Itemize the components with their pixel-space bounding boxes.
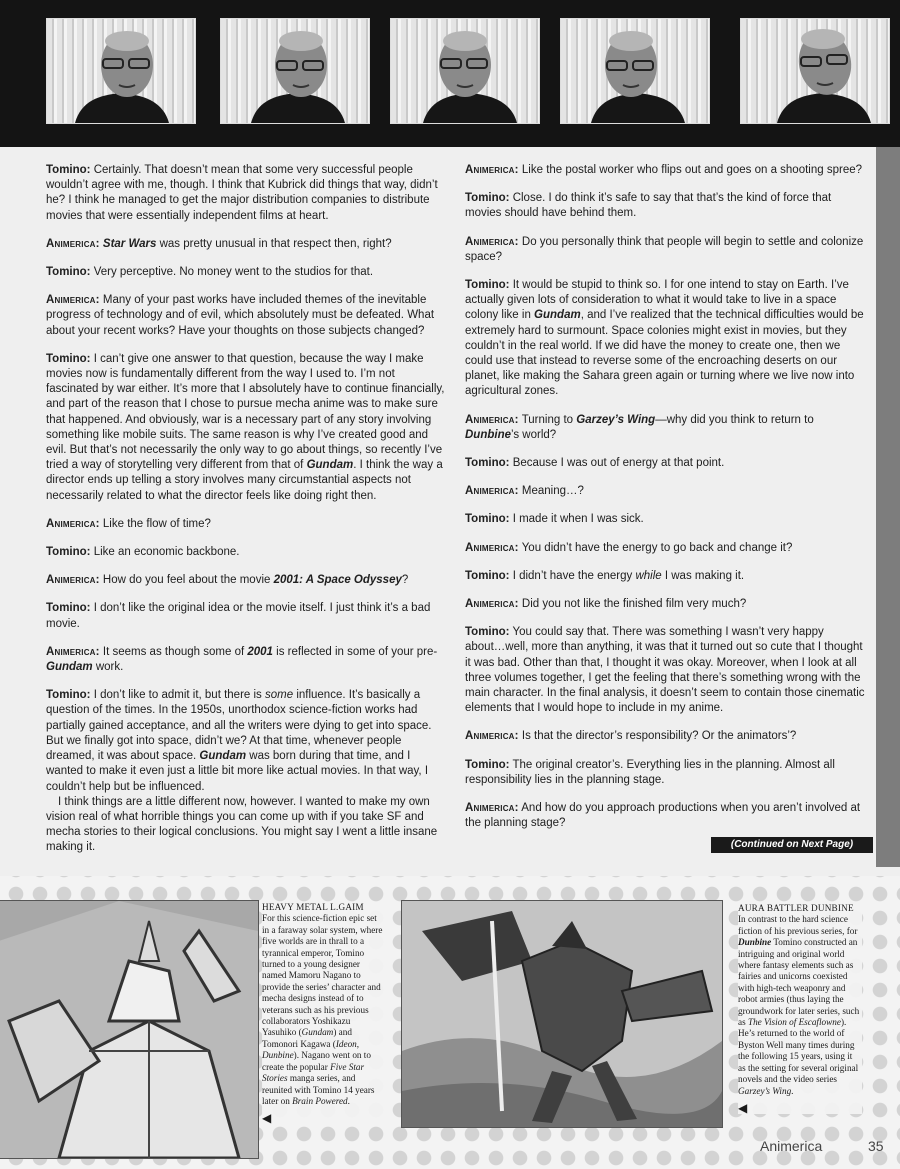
interview-paragraph xyxy=(465,484,865,499)
speaker-animerica: Animerica: xyxy=(46,237,100,250)
speaker-tomino: Tomino: xyxy=(465,569,510,582)
text-run: . xyxy=(347,1095,350,1106)
text-run: is reflected in some of your pre- xyxy=(272,645,438,658)
side-gray-band xyxy=(876,147,900,867)
text-run: ) and Tomonori Kagawa ( xyxy=(262,1027,352,1049)
speaker-animerica: Animerica: xyxy=(465,235,519,248)
styled-text: some xyxy=(265,689,294,702)
photo-strip xyxy=(0,0,900,147)
interview-paragraph xyxy=(465,191,865,221)
text-run: I made it when I was sick. xyxy=(509,513,644,526)
speaker-animerica: Animerica: xyxy=(465,598,519,611)
interview-paragraph xyxy=(465,278,865,400)
text-run: Tomino constructed an intriguing and original world where fantasy elements such as fairies and unicorns coexisted with high-tech weaponry and robot armies (thus laying the groundwork for later series, such as xyxy=(738,937,860,1028)
portrait-photo-4 xyxy=(561,19,709,123)
text-run: was pretty unusual in that respect then, right? xyxy=(156,237,392,250)
interview-paragraph xyxy=(46,265,448,280)
text-run: Turning to xyxy=(518,413,577,426)
text-run: The original creator’s. Everything lies in the planning. Almost all responsibility lies in the planning stage. xyxy=(465,758,835,786)
text-run: You could say that. There was something I wasn’t very happy about…well, more than anything, it was that it turned out so cute that I thought it was bad. Other than that, I thought it was okay. Moreover, when I look at all three volumes together, I get the feeling that there’s something wrong with the main character. In the final analysis, it doesn’t seem to contain those cinematic elements that I would hope to include in my anime. xyxy=(465,626,865,715)
interview-paragraph xyxy=(46,352,448,504)
styled-text: The Vision of Escaflowne xyxy=(747,1017,841,1028)
text-run: For this science-fiction epic set in a faraway solar system, where five worlds are in thrall to a tyrannical emperor, Tomino turned to a young designer named Mamoru Nagano to provide the series’ character and mecha designs instead of to veterans such as his previous collaborators Yoshikazu Yasuhiko ( xyxy=(262,913,383,1038)
styled-text: Dunbine xyxy=(465,428,511,441)
continued-label: (Continued on Next Page) xyxy=(711,837,873,853)
speaker-animerica: Animerica: xyxy=(46,294,100,307)
text-run: ). He’s returned to the world of Byston Well many times during the following 15 years, using it as the setting for several original novels and the video series xyxy=(738,1017,859,1085)
speaker-tomino: Tomino: xyxy=(465,192,510,205)
styled-text: Garzey’s Wing xyxy=(576,413,656,426)
styled-text: Dunbine xyxy=(738,937,772,948)
interview-paragraph xyxy=(465,235,865,265)
text-run: —why did you think to return to xyxy=(655,413,814,426)
interview-paragraph xyxy=(465,569,865,584)
text-run: Many of your past works have included themes of the inevitable progress of technology and of evil, which absolutely must be defeated. What about your recent works? Have your thoughts on those subjects changed? xyxy=(46,294,435,337)
speaker-animerica: Animerica: xyxy=(46,645,100,658)
speaker-tomino: Tomino: xyxy=(46,689,91,702)
interview-paragraph xyxy=(46,293,448,339)
speaker-animerica: Animerica: xyxy=(46,574,100,587)
text-run: . xyxy=(791,1085,794,1096)
interview-paragraph xyxy=(46,601,448,631)
text-run: How do you feel about the movie xyxy=(99,574,274,587)
styled-text: 2001 xyxy=(247,645,273,658)
speaker-tomino: Tomino: xyxy=(465,626,510,639)
speaker-tomino: Tomino: xyxy=(46,602,91,615)
portrait-photo-3 xyxy=(391,19,539,123)
speaker-animerica: Animerica: xyxy=(465,541,519,554)
lgaim-caption-body xyxy=(262,913,382,1106)
text-run: It would be stupid to think so. I for one intend to stay on Earth. I’ve actually given lots of consideration to what it would take to live in a space colony like in xyxy=(465,279,849,322)
text-run: ’s world? xyxy=(511,428,557,441)
styled-text: Gundam xyxy=(199,750,247,763)
text-run: was born during that time, and I wanted to make it even just a little bit more like actual movies. In that way, I couldn’t help but be influenced. xyxy=(46,750,429,793)
styled-text: Gundam xyxy=(306,459,354,472)
interview-paragraph xyxy=(465,512,865,527)
speaker-tomino: Tomino: xyxy=(465,758,510,771)
text-run: work. xyxy=(92,661,124,674)
text-run: Do you personally think that people will begin to settle and colonize space? xyxy=(465,235,864,263)
speaker-tomino: Tomino: xyxy=(46,164,91,176)
speaker-animerica: Animerica: xyxy=(46,517,100,530)
interview-paragraph xyxy=(465,625,865,716)
text-run: Very perceptive. No money went to the studios for that. xyxy=(90,266,374,279)
text-run: Did you not like the finished film very much? xyxy=(518,598,747,611)
text-run: Meaning…? xyxy=(518,485,584,498)
text-run: Like an economic backbone. xyxy=(90,546,240,559)
lgaim-caption-title: HEAVY METAL L.GAIM xyxy=(262,902,364,912)
text-run: Close. I do think it’s safe to say that that’s the kind of force that movies should have behind them. xyxy=(465,192,832,220)
text-run: Certainly. That doesn’t mean that some very successful people wouldn’t agree with me, though. I think that Kubrick did things that way, didn’t he? I think he managed to get the major distribution companies to distribute movies that were essentially independent films at heart. xyxy=(46,164,438,222)
text-run: influence. It’s basically a question of the times. In the 1950s, unorthodox science-fiction works had partially gained acceptance, and all the writers were dying to get into space. But we finally got into space, didn’t we? At that time, whenever people dreamed, it was about space. xyxy=(46,689,432,763)
text-run: . I think the way a director ends up telling a story involves many circumstantial aspects not necessarily related to what the director feels like doing right then. xyxy=(46,459,443,502)
speaker-animerica: Animerica: xyxy=(465,164,519,176)
dunbine-caption xyxy=(738,903,862,1114)
text-run: manga series, and reunited with Tomino 14 years later on xyxy=(262,1073,375,1106)
interview-paragraph xyxy=(465,729,865,744)
speaker-animerica: Animerica: xyxy=(465,730,519,743)
dunbine-illustration xyxy=(401,900,723,1128)
text-run: Like the postal worker who flips out and goes on a shooting spree? xyxy=(518,164,863,176)
lgaim-caption xyxy=(262,902,386,1125)
text-run: ? xyxy=(401,574,409,587)
text-run: ). Nagano went on to create the popular xyxy=(262,1050,371,1072)
text-run: I don’t like to admit it, but there is xyxy=(90,689,265,702)
text-run: , and I’ve realized that the technical difficulties would be extremely hard to surmount. Space colonies might exist in movies, but they couldn’t in the real world. If we did have the money to create one, then we could use that instead to reverse some of the encroaching deserts on our planet, like making the Sahara green again or turning where we live now into agricultural zones. xyxy=(465,309,864,398)
styled-text: Ideon, Dunbine xyxy=(262,1038,360,1061)
text-run: Is that the director’s responsibility? Or the animators’? xyxy=(518,730,797,743)
portrait-photo-2 xyxy=(221,19,369,123)
interview-paragraph xyxy=(465,758,865,788)
speaker-tomino: Tomino: xyxy=(465,279,510,292)
styled-text: Gundam xyxy=(301,1027,334,1038)
interview-paragraph xyxy=(46,645,448,675)
text-run: I think things are a little different now, however. I wanted to make my own vision real of what horrible things you can come up with if you take SF and mecha stories to their logical conclusions. You might say I went a little insane making it. xyxy=(46,795,438,854)
speaker-tomino: Tomino: xyxy=(465,457,510,470)
dunbine-mecha-art xyxy=(402,901,722,1127)
text-run: Like the flow of time? xyxy=(99,517,211,530)
text-run: And how do you approach productions when you aren’t involved at the planning stage? xyxy=(465,802,861,830)
speaker-animerica: Animerica: xyxy=(465,413,519,426)
styled-text: Star Wars xyxy=(102,237,157,250)
styled-text: 2001: A Space Odyssey xyxy=(273,574,402,587)
text-run: I didn’t have the energy xyxy=(509,569,636,582)
styled-text: Brain Powered xyxy=(292,1095,348,1106)
photo-frame-2 xyxy=(220,18,370,124)
photo-frame-3 xyxy=(390,18,540,124)
speaker-tomino: Tomino: xyxy=(465,513,510,526)
pointer-left-icon: ◀ xyxy=(262,1111,272,1126)
interview-left-column xyxy=(46,163,448,869)
dunbine-caption-body xyxy=(738,914,859,1095)
interview-paragraph xyxy=(46,237,448,252)
text-run: Because I was out of energy at that point. xyxy=(509,457,725,470)
interview-paragraph xyxy=(46,163,448,224)
speaker-animerica: Animerica: xyxy=(465,802,519,815)
speaker-tomino: Tomino: xyxy=(46,546,91,559)
speaker-animerica: Animerica: xyxy=(465,485,519,498)
interview-paragraph xyxy=(465,597,865,612)
speaker-tomino: Tomino: xyxy=(46,266,91,279)
interview-paragraph xyxy=(46,573,448,588)
interview-paragraph xyxy=(465,801,865,831)
text-run: It seems as though some of xyxy=(99,645,248,658)
text-run: You didn’t have the energy to go back and change it? xyxy=(518,541,793,554)
interview-paragraph xyxy=(46,545,448,560)
text-run: I can’t give one answer to that question, because the way I make movies now is fundamentally different from the way I used to. I’m not fascinated by war either. It’s more that I absolutely have to continue financially, and part of the reason that I chose to pursue mecha anime was to make sure that happened. And obviously, war is a necessary part of any story involving something like mobile suits. The same reason is why I’ve created good and evil. But that’s not necessarily the only way to go about things, so recently I’ve tried a way of storytelling very different from that of xyxy=(46,352,445,472)
interview-paragraph xyxy=(46,688,448,794)
interview-paragraph xyxy=(465,413,865,443)
styled-text: Garzey’s Wing xyxy=(738,1085,792,1096)
photo-frame-4 xyxy=(560,18,710,124)
text-run: I was making it. xyxy=(661,569,745,582)
lgaim-mecha-art xyxy=(0,901,258,1158)
text-run: In contrast to the hard science fiction of his previous series, for xyxy=(738,914,858,936)
lgaim-illustration xyxy=(0,900,259,1159)
styled-text: Gundam xyxy=(534,309,581,322)
styled-text: Five Star Stories xyxy=(262,1061,365,1084)
styled-text: Gundam xyxy=(46,661,93,674)
interview-paragraph xyxy=(465,541,865,556)
magazine-name: Animerica xyxy=(760,1138,823,1154)
page-number: 35 xyxy=(868,1138,884,1154)
interview-paragraph xyxy=(465,163,865,178)
text-run: I don’t like the original idea or the movie itself. I just think it’s a bad movie. xyxy=(46,602,431,630)
interview-right-column xyxy=(465,163,865,845)
styled-text: while xyxy=(635,569,662,582)
interview-paragraph xyxy=(46,795,448,856)
interview-paragraph xyxy=(465,456,865,471)
portrait-photo-1 xyxy=(47,19,195,123)
speaker-tomino: Tomino: xyxy=(46,352,91,365)
photo-frame-1 xyxy=(46,18,196,124)
pointer-left-icon: ◀ xyxy=(738,1100,748,1115)
photo-frame-5 xyxy=(740,18,890,124)
dunbine-caption-title: AURA BATTLER DUNBINE xyxy=(738,903,854,913)
interview-paragraph xyxy=(46,517,448,532)
portrait-photo-5 xyxy=(741,19,889,123)
